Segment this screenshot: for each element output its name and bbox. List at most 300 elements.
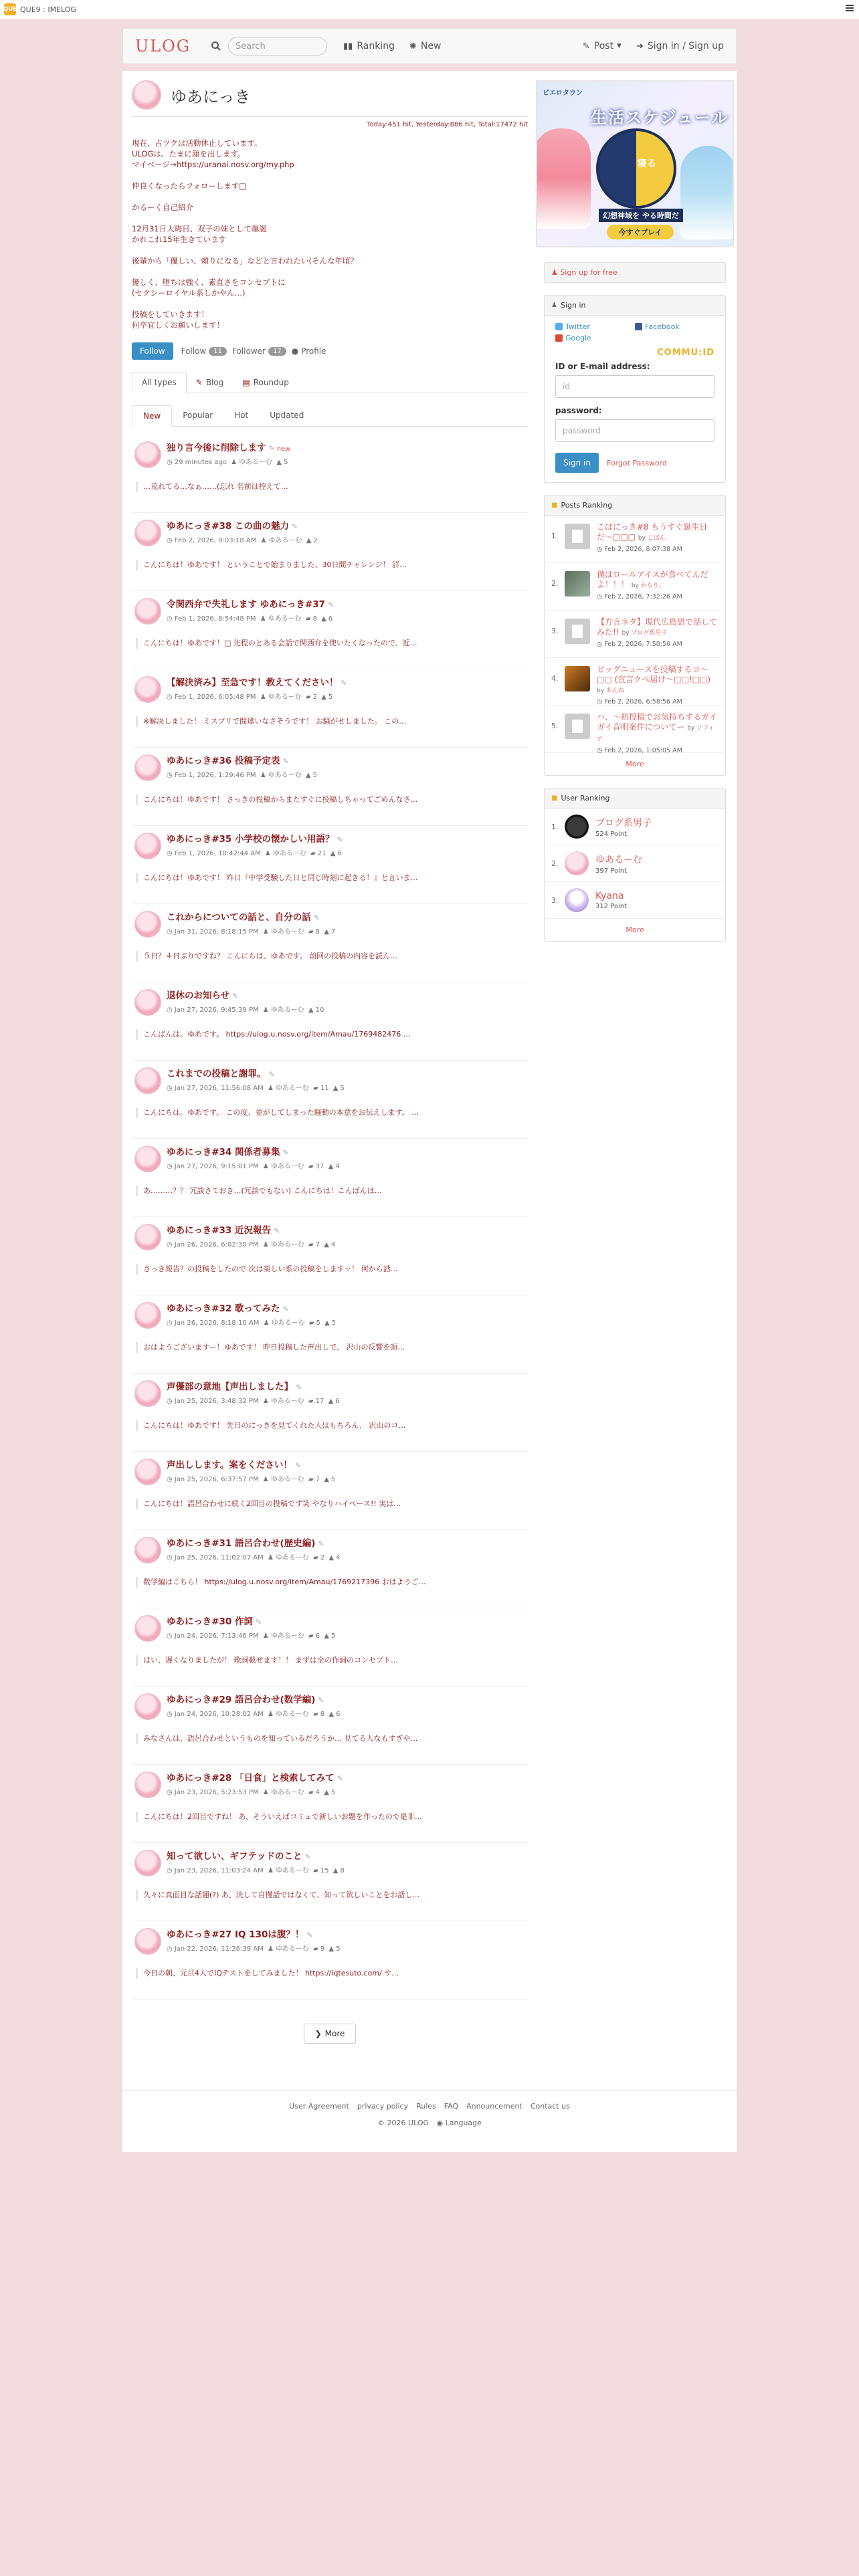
id-label: ID or E-mail address: bbox=[555, 362, 650, 371]
subtab-hot[interactable]: Hot bbox=[234, 411, 249, 420]
post-title-row[interactable] bbox=[167, 909, 337, 923]
like-icon: ▲ bbox=[328, 1554, 335, 1562]
search-icon[interactable] bbox=[211, 41, 221, 51]
tab-roundup-label: Roundup bbox=[253, 377, 289, 387]
post-item[interactable] bbox=[132, 1217, 528, 1295]
pencil-icon: ✎ bbox=[306, 1931, 313, 1939]
post-item[interactable] bbox=[132, 1452, 528, 1530]
user-icon: ♟ bbox=[262, 928, 269, 936]
post-title[interactable]: 声優部の意地【声出しました】 bbox=[167, 1382, 293, 1392]
post-avatar[interactable] bbox=[134, 1537, 161, 1564]
sort-tabs bbox=[132, 405, 528, 427]
post-meta bbox=[167, 769, 319, 779]
post-title-row[interactable] bbox=[167, 518, 320, 532]
post-avatar[interactable] bbox=[134, 989, 161, 1016]
facebook-login[interactable] bbox=[635, 322, 714, 331]
post-excerpt: こんにちは！ゆあです！ 先日のにっきを見てくれた人はもちろん、 沢山のコ… bbox=[136, 1420, 528, 1431]
post-avatar[interactable] bbox=[134, 598, 161, 625]
user-icon: ♟ bbox=[262, 1241, 269, 1249]
ranking-item[interactable] bbox=[545, 611, 725, 658]
ranking-date: Feb 2, 2026, 6:58:56 AM bbox=[604, 698, 682, 706]
like-icon: ▲ bbox=[306, 537, 312, 544]
google-login[interactable] bbox=[555, 334, 635, 342]
signin-panel bbox=[544, 295, 726, 483]
user-ranking-item[interactable] bbox=[545, 809, 725, 845]
brand-logo[interactable]: ULOG bbox=[135, 37, 191, 56]
tab-all-types-label: All types bbox=[142, 378, 177, 387]
ranking-title[interactable]: ビッグニュースを投稿するヨ〜□□ (宣言クべ届け〜□□!□□) bbox=[597, 665, 711, 684]
clock-icon: ◷ bbox=[167, 1476, 173, 1483]
signup-link-label: Sign up for free bbox=[560, 268, 617, 277]
user-icon: ♟ bbox=[262, 1163, 269, 1170]
profile-link[interactable]: Profile bbox=[301, 346, 326, 356]
post-avatar[interactable] bbox=[134, 1380, 161, 1407]
ranking-author[interactable]: ブログ系男子 bbox=[631, 630, 668, 637]
signin-header: Sign in bbox=[560, 301, 586, 310]
twitter-login[interactable] bbox=[555, 322, 635, 331]
post-title-row[interactable] bbox=[167, 988, 326, 1001]
post-title[interactable]: 【解決済み】至急です！教えてください！ bbox=[167, 677, 339, 688]
user-name[interactable]: Kyana bbox=[595, 890, 624, 901]
post-user[interactable]: ゆあるーむ bbox=[268, 772, 302, 779]
post-item[interactable] bbox=[132, 748, 528, 826]
post-item[interactable] bbox=[132, 1608, 528, 1687]
rank-number: 3. bbox=[551, 627, 559, 635]
comment-icon: ▰ bbox=[310, 850, 316, 857]
post-title-row[interactable] bbox=[167, 1144, 342, 1158]
post-avatar[interactable] bbox=[134, 441, 161, 468]
post-avatar[interactable] bbox=[134, 833, 161, 859]
post-title[interactable]: 知って欲しい、ギフテッドのこと bbox=[167, 1851, 302, 1862]
post-title[interactable]: ゆあにっき#33 近況報告 bbox=[167, 1225, 272, 1236]
ranking-icon: ▮▮ bbox=[343, 41, 353, 51]
follow-link[interactable]: Follow bbox=[181, 346, 207, 356]
post-title[interactable]: 退休のお知らせ bbox=[167, 990, 230, 1001]
footer-link[interactable]: Rules bbox=[416, 2102, 436, 2111]
post-title-row[interactable] bbox=[167, 1535, 342, 1549]
like-icon: ▲ bbox=[324, 1789, 329, 1796]
document-icon[interactable] bbox=[565, 714, 590, 739]
post-user[interactable]: ゆあるーむ bbox=[275, 1711, 309, 1718]
user-plus-icon: ♟ bbox=[551, 268, 561, 277]
signin-button[interactable]: Sign in bbox=[555, 453, 599, 473]
rank-number: 2. bbox=[551, 859, 559, 868]
post-thumbnail[interactable] bbox=[565, 666, 590, 691]
post-item[interactable] bbox=[132, 591, 528, 669]
post-date: Feb 2, 2026, 9:03:18 AM bbox=[174, 537, 257, 544]
post-avatar[interactable] bbox=[134, 676, 161, 703]
post-likes: 4 bbox=[336, 1554, 341, 1562]
post-user[interactable]: ゆあるーむ bbox=[270, 1398, 304, 1405]
post-user[interactable]: ゆあるーむ bbox=[268, 615, 302, 623]
post-item[interactable] bbox=[132, 1374, 528, 1452]
user-avatar[interactable] bbox=[565, 815, 589, 839]
post-title[interactable]: ゆあにっき#35 小学校の懐かしい用語？ bbox=[167, 834, 335, 845]
post-avatar[interactable] bbox=[134, 1459, 161, 1485]
post-comments: 17 bbox=[315, 1398, 324, 1405]
post-item[interactable] bbox=[132, 669, 528, 748]
post-date: 29 minutes ago bbox=[174, 459, 227, 466]
post-user[interactable]: ゆあるーむ bbox=[275, 1554, 309, 1562]
banner-clock-icon bbox=[596, 128, 676, 209]
post-meta bbox=[167, 1786, 343, 1796]
ranking-title[interactable]: ハ、〜初投稿でお気持ちするガイガイ音咀案件についてー bbox=[597, 712, 717, 732]
post-title-row[interactable] bbox=[167, 1614, 337, 1627]
post-meta bbox=[167, 1004, 326, 1014]
user-ranking-item[interactable] bbox=[545, 845, 725, 882]
post-title[interactable]: 声出しします。案をください！ bbox=[167, 1460, 292, 1471]
pencil-icon: ✎ bbox=[232, 992, 239, 1000]
nav-ranking-label: Ranking bbox=[357, 41, 395, 51]
user-icon: ♟ bbox=[267, 1867, 274, 1874]
post-user[interactable]: ゆあるーむ bbox=[268, 693, 302, 701]
post-title-row[interactable] bbox=[167, 1457, 337, 1471]
user-name[interactable]: ゆあるーむ bbox=[595, 854, 642, 865]
user-avatar[interactable] bbox=[565, 888, 589, 912]
nav-post-dropdown[interactable] bbox=[583, 41, 622, 51]
commu-id-logo[interactable]: COMMU:ID bbox=[657, 348, 714, 358]
post-item[interactable] bbox=[132, 435, 528, 513]
post-title[interactable]: ゆあにっき#36 投稿予定表 bbox=[167, 756, 280, 766]
post-avatar[interactable] bbox=[134, 911, 161, 938]
post-avatar[interactable] bbox=[134, 1850, 161, 1876]
post-avatar[interactable] bbox=[134, 1067, 161, 1094]
ranking-item[interactable] bbox=[545, 516, 725, 563]
post-avatar[interactable] bbox=[134, 520, 161, 546]
post-user[interactable]: ゆあるーむ bbox=[275, 1945, 309, 1953]
ranking-date: Feb 2, 2026, 7:50:50 AM bbox=[604, 641, 682, 648]
pencil-icon: ✎ bbox=[296, 1383, 302, 1392]
post-item[interactable] bbox=[132, 982, 528, 1061]
post-comments: 2 bbox=[320, 1554, 325, 1562]
post-likes: 5 bbox=[330, 1632, 336, 1640]
follow-row bbox=[132, 342, 528, 360]
user-name[interactable]: ブログ系男子 bbox=[595, 817, 652, 829]
follow-count-badge: 11 bbox=[209, 347, 227, 356]
user-icon: ♟ bbox=[262, 1476, 269, 1483]
post-title[interactable]: これからについての話と、自分の話 bbox=[167, 912, 311, 923]
post-title-row[interactable] bbox=[167, 675, 347, 688]
post-title[interactable]: 令関西弁で失礼します ゆあにっき#37 bbox=[167, 599, 326, 610]
post-avatar[interactable] bbox=[134, 1928, 161, 1955]
user-ranking-item[interactable] bbox=[545, 882, 725, 919]
banner-play-button[interactable]: 今すぐプレイ bbox=[607, 225, 674, 239]
ranking-title[interactable]: 僕はロールアイスが食べてんだよ！！！ bbox=[597, 570, 708, 589]
new-badge: new bbox=[276, 445, 291, 453]
post-date: Jan 31, 2026, 8:18:15 PM bbox=[174, 928, 259, 936]
social-login bbox=[555, 322, 714, 345]
twitter-label: Twitter bbox=[565, 322, 590, 331]
caret-down-icon: ▼ bbox=[617, 43, 622, 49]
password-label: password: bbox=[555, 406, 602, 415]
language-link[interactable]: Language bbox=[445, 2119, 482, 2127]
tab-blog[interactable] bbox=[187, 372, 233, 393]
post-avatar[interactable] bbox=[134, 1693, 161, 1720]
user-avatar[interactable] bbox=[565, 851, 589, 875]
post-meta bbox=[167, 1708, 342, 1718]
nav-ranking[interactable] bbox=[343, 41, 395, 51]
comment-icon: ▰ bbox=[308, 1789, 314, 1796]
user-ranking-more[interactable]: More bbox=[626, 926, 644, 934]
ranking-item[interactable] bbox=[545, 563, 725, 611]
user-ranking-header: User Ranking bbox=[561, 794, 610, 802]
user-icon: ♟ bbox=[262, 1006, 269, 1014]
id-input[interactable]: id bbox=[555, 375, 714, 398]
comment-icon: ▰ bbox=[308, 1163, 314, 1170]
post-title-row[interactable] bbox=[167, 1066, 347, 1079]
post-user[interactable]: ゆあるーむ bbox=[270, 1476, 304, 1483]
post-user[interactable]: ゆあるーむ bbox=[239, 459, 273, 466]
more-button-label: More bbox=[324, 2029, 345, 2038]
ranking-date: Feb 2, 2026, 1:05:05 AM bbox=[604, 747, 682, 754]
comment-icon: ▰ bbox=[313, 1554, 318, 1562]
subtab-new[interactable]: New bbox=[132, 405, 172, 427]
subtab-popular[interactable]: Popular bbox=[183, 411, 213, 420]
post-title-row[interactable] bbox=[167, 1770, 343, 1784]
post-user[interactable]: ゆあるーむ bbox=[270, 1006, 304, 1014]
ranking-item[interactable] bbox=[545, 658, 725, 706]
post-date: Jan 22, 2026, 11:26:39 AM bbox=[174, 1945, 264, 1953]
post-avatar[interactable] bbox=[134, 1146, 161, 1172]
copyright: © 2026 ULOG bbox=[377, 2119, 430, 2127]
post-date: Jan 27, 2026, 11:56:08 AM bbox=[174, 1085, 264, 1092]
post-excerpt: 今日の朝、元旦4人でIQテストをしてみました！ https://iqtesuto.com/ サ… bbox=[136, 1968, 528, 1979]
post-excerpt: こんにちは！ゆあです！□ 先程のとある会話で関西弁を使いたくなったので、近… bbox=[136, 638, 528, 649]
site-title[interactable]: QUE9 : IMELOG bbox=[20, 5, 76, 14]
user-icon: ♟ bbox=[267, 1085, 274, 1092]
post-avatar[interactable] bbox=[134, 1302, 161, 1329]
globe-icon: ◉ bbox=[436, 2119, 444, 2127]
que-logo[interactable]: QUE bbox=[4, 3, 16, 15]
comment-icon: ▰ bbox=[313, 1867, 318, 1874]
banner-logo: ピエロタウン bbox=[543, 90, 583, 97]
post-title[interactable]: ゆあにっき#27 IQ 130は腹？！ bbox=[167, 1929, 304, 1940]
post-meta bbox=[167, 1551, 342, 1562]
like-icon: ▲ bbox=[321, 693, 326, 701]
post-user[interactable]: ゆあるーむ bbox=[270, 928, 304, 936]
post-title-row[interactable] bbox=[167, 1222, 337, 1236]
post-title[interactable]: ゆあにっき#30 作詞 bbox=[167, 1616, 254, 1627]
ranking-author[interactable]: ソフィア bbox=[597, 725, 714, 743]
post-excerpt: こんにちは。ゆあです。 この度、並がしてしまった騒動の本意をお伝えします。 … bbox=[136, 1107, 528, 1118]
post-title[interactable]: 独り言今後に削除します bbox=[167, 443, 266, 453]
ranking-author[interactable]: あんね bbox=[605, 687, 624, 694]
footer-link[interactable]: FAQ bbox=[444, 2102, 459, 2111]
by-label: by bbox=[687, 725, 695, 732]
ranking-title[interactable]: 【方言ネタ】現代広島語で話してみた!! bbox=[597, 617, 718, 637]
post-comments: 21 bbox=[317, 850, 326, 857]
post-avatar[interactable] bbox=[134, 1224, 161, 1251]
post-title[interactable]: ゆあにっき#38 この曲の魅力 bbox=[167, 521, 290, 532]
post-item[interactable] bbox=[132, 1061, 528, 1139]
star-icon: ✺ bbox=[409, 41, 417, 51]
clock-icon: ◷ bbox=[167, 1085, 173, 1092]
like-icon: ▲ bbox=[324, 1632, 329, 1640]
post-title-row[interactable] bbox=[167, 1301, 338, 1314]
post-list bbox=[132, 435, 528, 2000]
post-user[interactable]: ゆあるーむ bbox=[270, 1789, 304, 1796]
post-item[interactable] bbox=[132, 826, 528, 904]
follower-link[interactable]: Follower bbox=[232, 346, 266, 356]
navbar bbox=[122, 28, 737, 64]
post-item[interactable] bbox=[132, 1687, 528, 1765]
user-icon: ♟ bbox=[260, 537, 267, 544]
post-date: Jan 27, 2026, 9:15:01 PM bbox=[174, 1163, 259, 1170]
post-user[interactable]: ゆあるーむ bbox=[270, 1241, 304, 1249]
post-likes: 6 bbox=[336, 1711, 341, 1718]
list-icon: ▤ bbox=[242, 377, 250, 387]
footer-link[interactable]: Announcement bbox=[466, 2102, 522, 2111]
ranking-icon: ■ bbox=[551, 794, 558, 802]
post-user[interactable]: ゆあるーむ bbox=[270, 1632, 304, 1640]
pencil-icon: ✎ bbox=[282, 757, 289, 766]
clock-icon: ◷ bbox=[167, 850, 173, 857]
comment-icon: ▰ bbox=[305, 693, 311, 701]
post-item[interactable] bbox=[132, 1295, 528, 1374]
clock-icon: ◷ bbox=[167, 1711, 173, 1718]
clock-icon: ◷ bbox=[167, 615, 173, 623]
post-user[interactable]: ゆあるーむ bbox=[268, 537, 302, 544]
nav-new-label: New bbox=[420, 41, 442, 51]
chevron-down-icon: ❯ bbox=[314, 2029, 322, 2038]
ranking-author[interactable]: からり。 bbox=[640, 582, 665, 589]
signup-link[interactable] bbox=[544, 262, 726, 283]
post-user[interactable]: ゆあるーむ bbox=[275, 1085, 309, 1092]
document-icon[interactable] bbox=[565, 619, 590, 644]
posts-ranking-panel bbox=[544, 495, 726, 776]
post-user[interactable]: ゆあるーむ bbox=[270, 1163, 304, 1170]
password-input[interactable]: password bbox=[555, 419, 714, 442]
rank-number: 3. bbox=[551, 895, 559, 905]
tab-all-types[interactable] bbox=[132, 372, 187, 393]
post-title[interactable]: ゆあにっき#31 語呂合わせ(歴史編) bbox=[167, 1538, 316, 1549]
post-thumbnail[interactable] bbox=[565, 571, 590, 597]
post-meta bbox=[167, 691, 347, 701]
pencil-icon: ✎ bbox=[282, 1305, 289, 1313]
comment-icon: ▰ bbox=[313, 1085, 318, 1092]
more-button[interactable] bbox=[304, 2024, 356, 2044]
clock-icon: ◷ bbox=[167, 1163, 173, 1170]
profile-header bbox=[132, 80, 528, 117]
post-title-row[interactable] bbox=[167, 1848, 347, 1862]
post-avatar[interactable] bbox=[134, 1615, 161, 1642]
ad-banner[interactable] bbox=[536, 80, 734, 247]
post-title[interactable]: ゆあにっき#28 「日食」と検索してみて bbox=[167, 1773, 335, 1784]
like-icon: ▲ bbox=[330, 850, 336, 857]
nav-signin[interactable] bbox=[636, 41, 724, 51]
post-comments: 15 bbox=[320, 1867, 329, 1874]
search-input[interactable]: Search bbox=[228, 37, 327, 56]
clock-icon: ◷ bbox=[597, 698, 605, 706]
post-title[interactable]: ゆあにっき#34 関係者募集 bbox=[167, 1147, 280, 1158]
like-icon: ▲ bbox=[324, 1319, 330, 1327]
forgot-password-link[interactable]: Forgot Password bbox=[606, 458, 667, 467]
clock-icon: ◷ bbox=[597, 641, 605, 648]
post-excerpt: こんにちは！ゆあです！ ということで始まりました、30日間チャレンジ！ 詳… bbox=[136, 560, 528, 570]
post-title-row[interactable] bbox=[167, 440, 290, 453]
posts-ranking-more[interactable]: More bbox=[626, 760, 644, 768]
pencil-icon: ✎ bbox=[282, 1148, 289, 1157]
post-item[interactable] bbox=[132, 1530, 528, 1608]
comment-icon: ▰ bbox=[313, 1945, 318, 1953]
post-item[interactable] bbox=[132, 1921, 528, 2000]
post-excerpt: こんばんは。ゆあです。 https://ulog.u.nosv.org/item/Amau/1769482476 … bbox=[136, 1029, 528, 1040]
post-title-row[interactable] bbox=[167, 1927, 342, 1940]
post-excerpt: 久々に真面目な話題(?) あ、決して自慢話ではなくて、知って欲しいことをお話し… bbox=[136, 1890, 528, 1901]
follower-count-badge: 17 bbox=[268, 347, 286, 356]
banner-subtitle: 幻想神域を やる時間だ bbox=[599, 209, 683, 222]
post-item[interactable] bbox=[132, 1139, 528, 1217]
ranking-author[interactable]: こばん bbox=[647, 535, 666, 542]
footer-link[interactable]: User Agreement bbox=[289, 2102, 349, 2111]
post-meta bbox=[167, 456, 290, 466]
post-title-row[interactable] bbox=[167, 753, 319, 766]
post-likes: 5 bbox=[330, 1476, 336, 1483]
post-title[interactable]: ゆあにっき#29 語呂合わせ(数学編) bbox=[167, 1695, 316, 1705]
ranking-item[interactable] bbox=[545, 706, 725, 753]
post-meta bbox=[167, 926, 337, 936]
profile-avatar[interactable] bbox=[132, 80, 161, 110]
document-icon[interactable] bbox=[565, 524, 590, 549]
pencil-icon: ✎ bbox=[318, 1696, 324, 1705]
google-label: Google bbox=[565, 334, 591, 342]
post-item[interactable] bbox=[132, 1843, 528, 1921]
user-ranking-panel bbox=[544, 788, 726, 942]
comment-icon: ▰ bbox=[308, 1398, 314, 1405]
post-date: Feb 1, 2026, 6:05:48 PM bbox=[174, 693, 256, 701]
post-title-row[interactable] bbox=[167, 597, 335, 610]
post-comments: 9 bbox=[320, 1945, 325, 1953]
post-item[interactable] bbox=[132, 513, 528, 591]
subtab-updated[interactable]: Updated bbox=[270, 411, 304, 420]
post-item[interactable] bbox=[132, 904, 528, 982]
facebook-label: Facebook bbox=[645, 322, 680, 331]
footer-link[interactable]: Contact us bbox=[530, 2102, 570, 2111]
post-avatar[interactable] bbox=[134, 754, 161, 781]
post-user[interactable]: ゆあるーむ bbox=[271, 1319, 305, 1327]
posts-ranking-header: Posts Ranking bbox=[561, 501, 613, 510]
post-item[interactable] bbox=[132, 1765, 528, 1843]
post-meta bbox=[167, 1630, 337, 1640]
clock-icon: ◷ bbox=[597, 747, 605, 754]
post-comments: 6 bbox=[315, 1632, 320, 1640]
post-avatar[interactable] bbox=[134, 1772, 161, 1798]
ranking-title[interactable]: こばにっき#8 もうすぐ誕生日だ〜□□□ bbox=[597, 522, 708, 542]
like-icon: ▲ bbox=[328, 1163, 334, 1170]
post-title[interactable]: これまでの投稿と謝罪。 bbox=[167, 1069, 266, 1079]
nav-new[interactable] bbox=[409, 41, 441, 51]
post-title-row[interactable] bbox=[167, 1692, 342, 1705]
post-date: Jan 25, 2026, 11:02:07 AM bbox=[174, 1554, 264, 1562]
post-meta bbox=[167, 534, 320, 544]
post-excerpt: はい、遅くなりましたが！ 歌詞載せます！！ まずは全の作詞のコンセプト… bbox=[136, 1655, 528, 1666]
footer-link[interactable]: privacy policy bbox=[357, 2102, 409, 2111]
post-title-row[interactable] bbox=[167, 1379, 342, 1392]
post-date: Jan 24, 2026, 10:28:02 AM bbox=[174, 1711, 264, 1718]
like-icon: ▲ bbox=[324, 928, 329, 936]
user-points: 312 Point bbox=[595, 902, 628, 910]
follow-button[interactable]: Follow bbox=[132, 342, 173, 360]
tab-roundup[interactable] bbox=[233, 372, 298, 393]
clock-icon: ◷ bbox=[167, 459, 173, 466]
post-title-row[interactable] bbox=[167, 831, 344, 845]
post-user[interactable]: ゆあるーむ bbox=[275, 1867, 309, 1874]
post-title[interactable]: ゆあにっき#32 歌ってみた bbox=[167, 1303, 280, 1314]
post-user[interactable]: ゆあるーむ bbox=[272, 850, 306, 857]
banner-title: 生活スケジュール bbox=[591, 108, 729, 127]
menu-icon[interactable] bbox=[846, 5, 854, 13]
post-likes: 5 bbox=[283, 459, 288, 466]
